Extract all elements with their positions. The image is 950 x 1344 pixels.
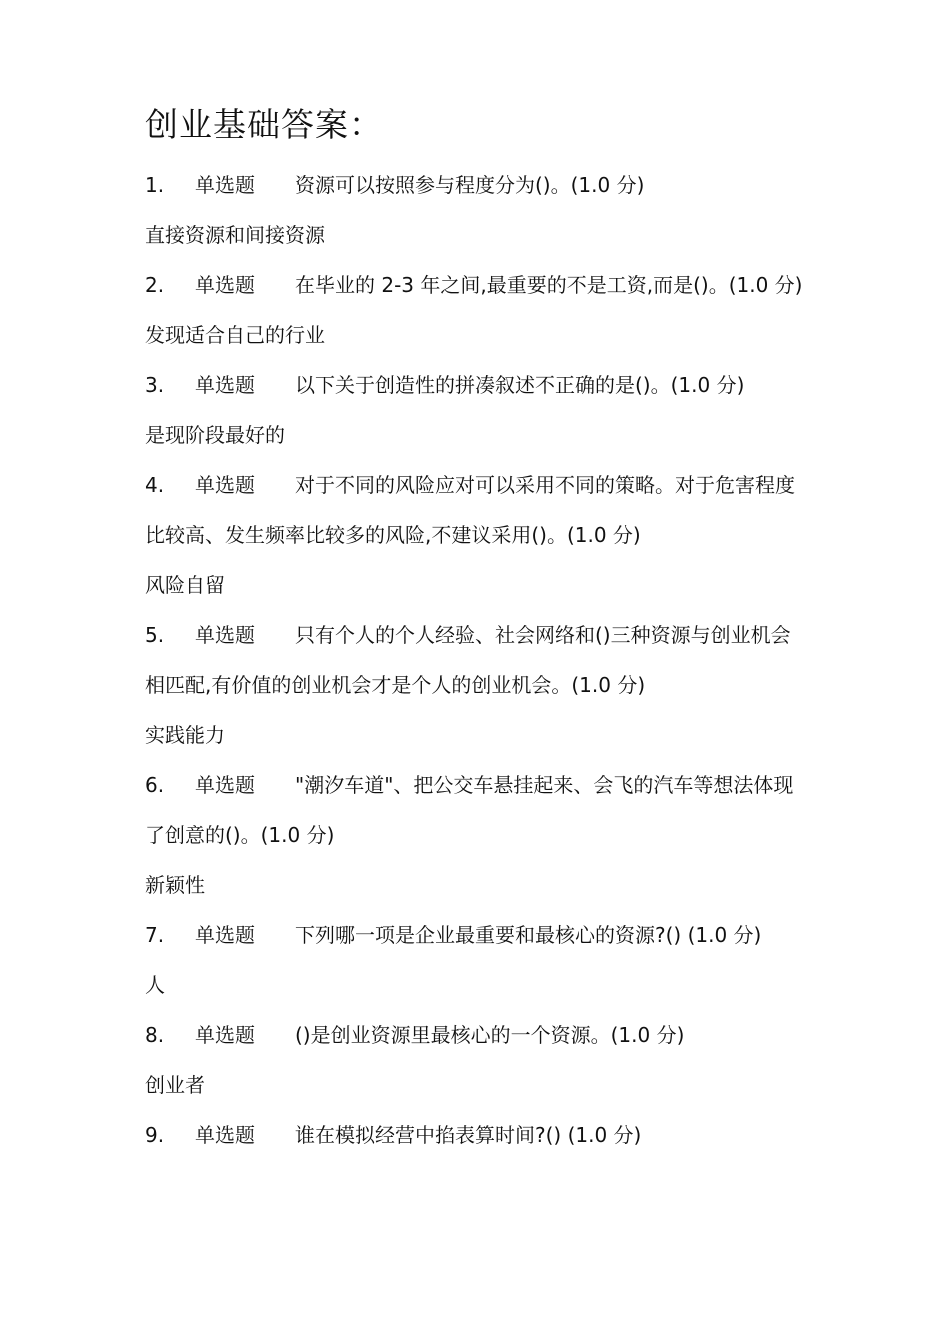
question-type: 单选题 bbox=[195, 1123, 255, 1147]
question-type: 单选题 bbox=[195, 1023, 255, 1047]
question-4 bbox=[145, 460, 810, 560]
question-7 bbox=[145, 910, 810, 960]
question-1 bbox=[145, 160, 810, 210]
question-text: 在毕业的 2-3 年之间,最重要的不是工资,而是()。(1.0 分) bbox=[295, 273, 803, 297]
question-text: 下列哪一项是企业最重要和最核心的资源?() (1.0 分) bbox=[295, 923, 762, 947]
question-type: 单选题 bbox=[195, 623, 255, 647]
question-text: 谁在模拟经营中掐表算时间?() (1.0 分) bbox=[295, 1123, 642, 1147]
question-type: 单选题 bbox=[195, 373, 255, 397]
question-type: 单选题 bbox=[195, 923, 255, 947]
question-5 bbox=[145, 610, 810, 710]
answer-2: 发现适合自己的行业 bbox=[145, 323, 325, 347]
question-number: 2. bbox=[145, 273, 165, 297]
question-number: 1. bbox=[145, 173, 165, 197]
question-number: 6. bbox=[145, 773, 165, 797]
question-text: 以下关于创造性的拼凑叙述不正确的是()。(1.0 分) bbox=[295, 373, 745, 397]
answer-4: 风险自留 bbox=[145, 573, 225, 597]
question-type: 单选题 bbox=[195, 273, 255, 297]
question-number: 4. bbox=[145, 473, 165, 497]
question-number: 9. bbox=[145, 1123, 165, 1147]
question-number: 5. bbox=[145, 623, 165, 647]
document-title: 创业基础答案： bbox=[145, 105, 383, 144]
question-text: "潮汐车道"、把公交车悬挂起来、会飞的汽车等想法体现了创意的()。(1.0 分) bbox=[145, 773, 794, 847]
question-2 bbox=[145, 260, 810, 310]
question-number: 8. bbox=[145, 1023, 165, 1047]
question-number: 7. bbox=[145, 923, 165, 947]
question-text: 对于不同的风险应对可以采用不同的策略。对于危害程度比较高、发生频率比较多的风险,不建议采用()。(1.0 分) bbox=[145, 473, 795, 547]
question-3 bbox=[145, 360, 810, 410]
answer-3: 是现阶段最好的 bbox=[145, 423, 285, 447]
question-number: 3. bbox=[145, 373, 165, 397]
answer-8: 创业者 bbox=[145, 1073, 205, 1097]
question-type: 单选题 bbox=[195, 473, 255, 497]
question-6 bbox=[145, 760, 810, 860]
question-text: ()是创业资源里最核心的一个资源。(1.0 分) bbox=[295, 1023, 685, 1047]
question-type: 单选题 bbox=[195, 173, 255, 197]
answer-1: 直接资源和间接资源 bbox=[145, 223, 325, 247]
answer-6: 新颖性 bbox=[145, 873, 205, 897]
question-8 bbox=[145, 1010, 810, 1060]
question-text: 只有个人的个人经验、社会网络和()三种资源与创业机会相匹配,有价值的创业机会才是个人的创业机会。(1.0 分) bbox=[145, 623, 791, 697]
question-text: 资源可以按照参与程度分为()。(1.0 分) bbox=[295, 173, 645, 197]
question-list bbox=[145, 160, 810, 1160]
question-type: 单选题 bbox=[195, 773, 255, 797]
answer-7: 人 bbox=[145, 973, 165, 997]
answer-5: 实践能力 bbox=[145, 723, 225, 747]
question-9 bbox=[145, 1110, 810, 1160]
